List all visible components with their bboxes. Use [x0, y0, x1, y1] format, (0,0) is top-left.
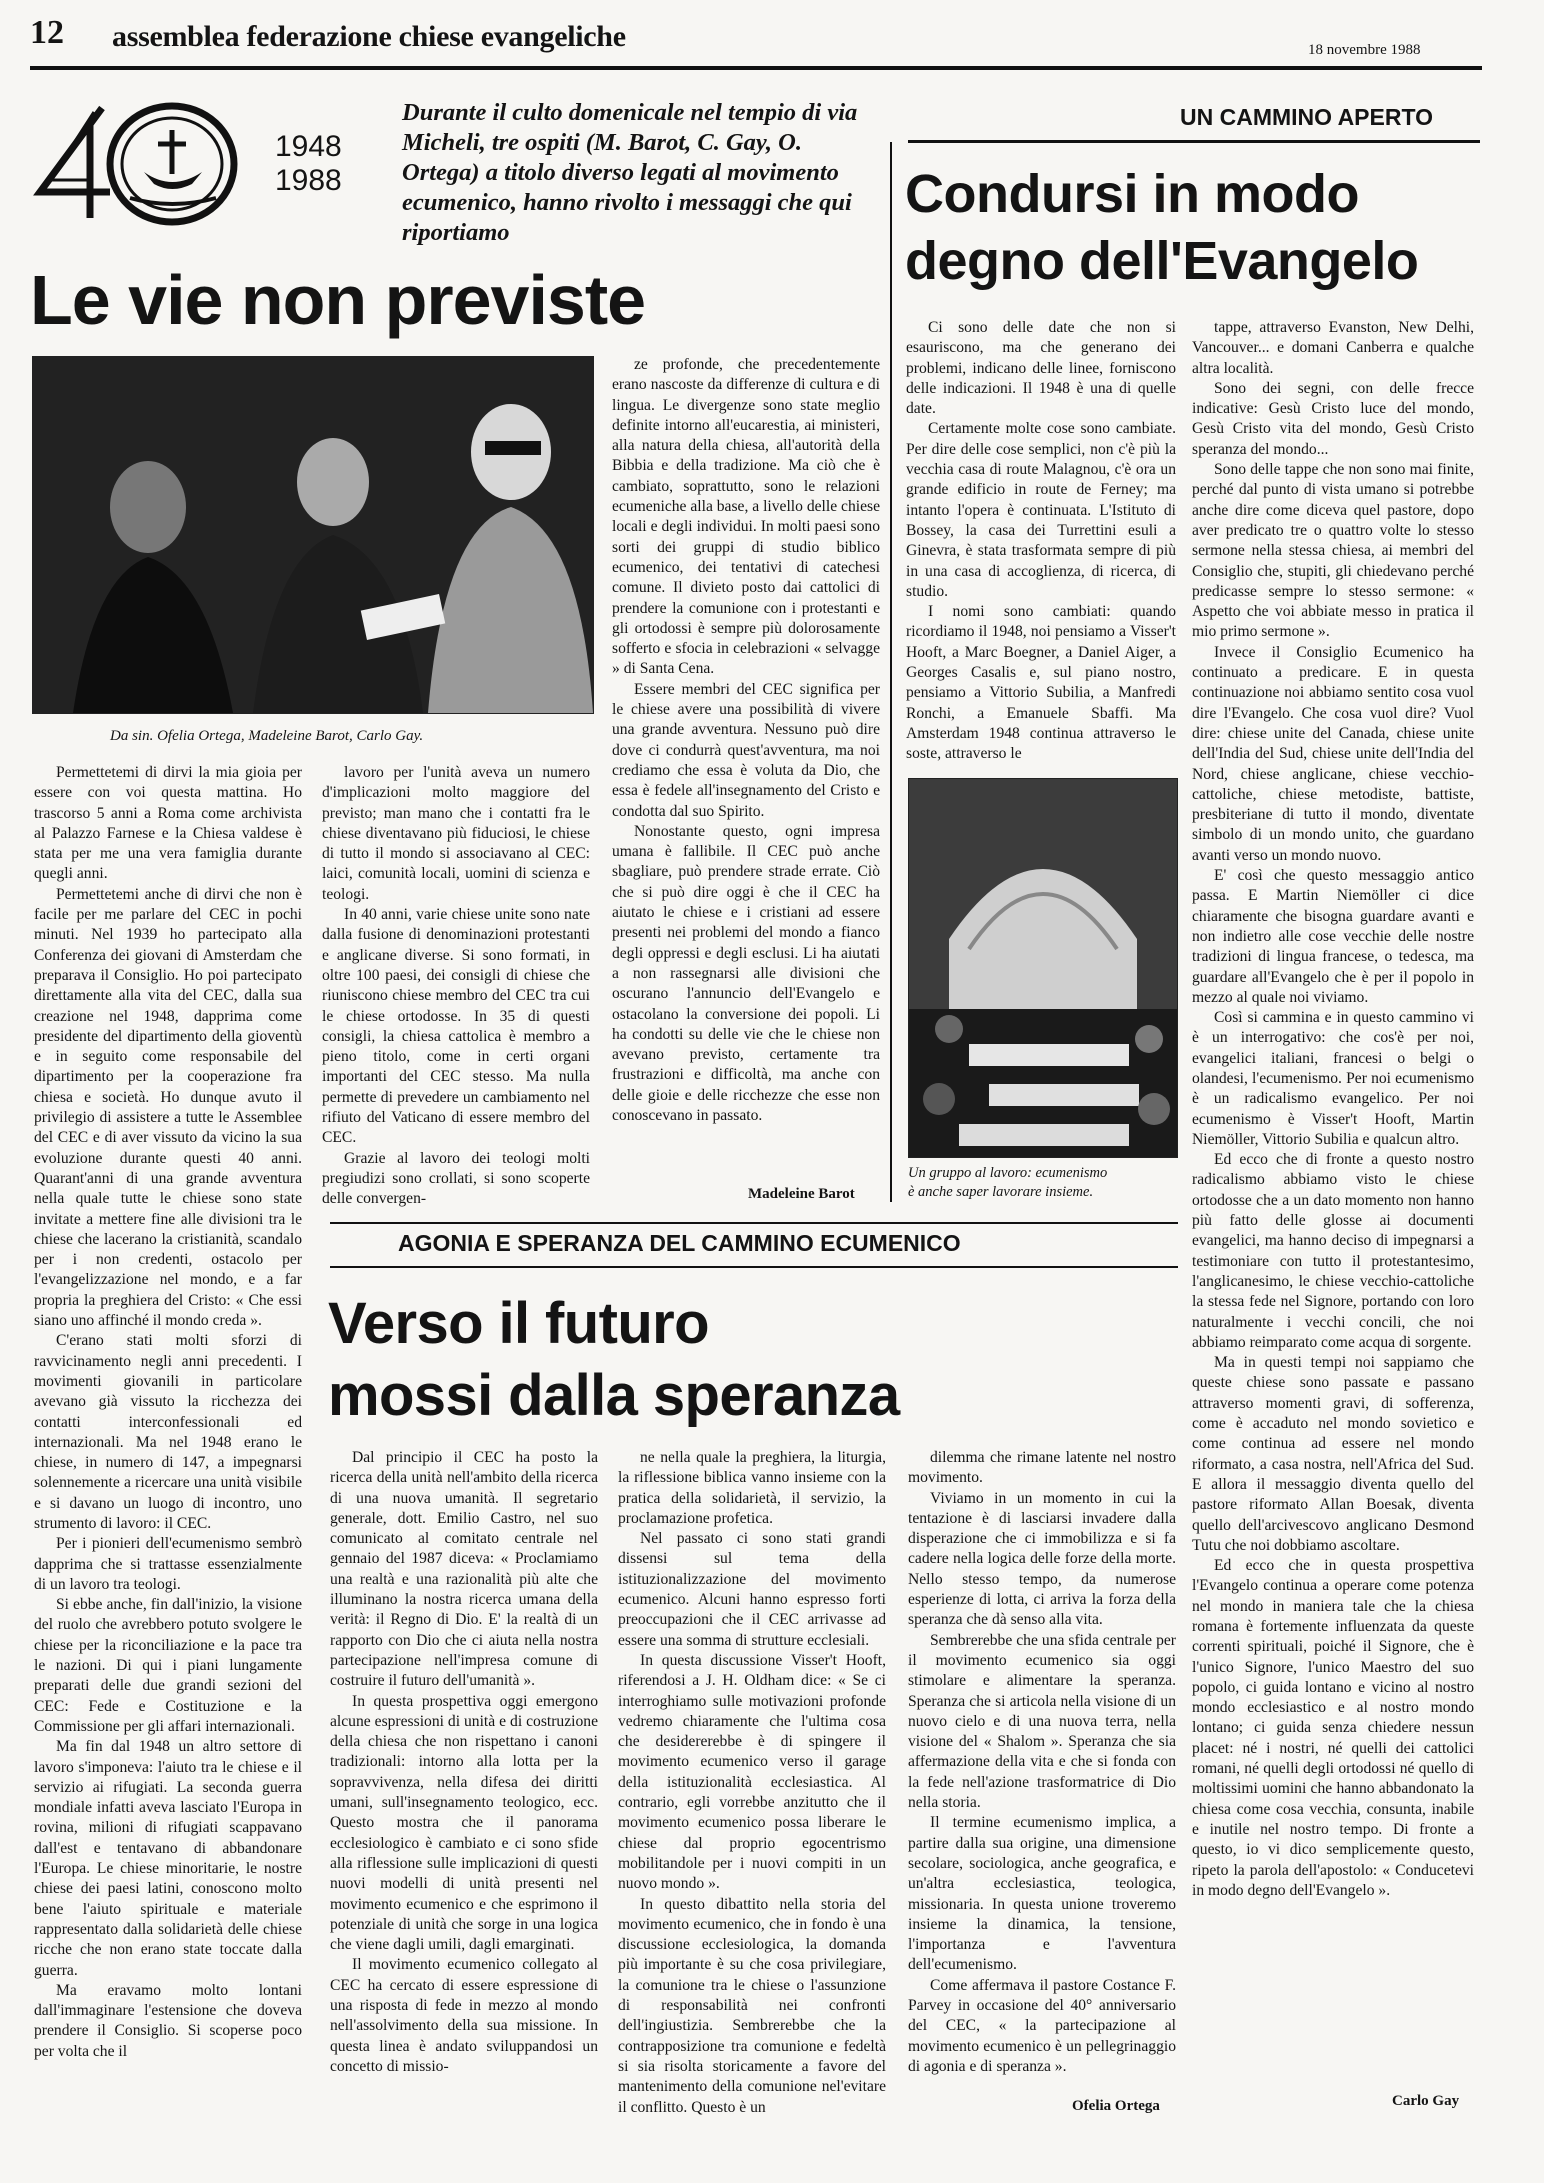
paragraph: In 40 anni, varie chiese unite sono nate dalla fusione di denominazioni protestanti e anglicane diverse. Si sono formati, in oltre 100 paesi, dei consigli di chiese che riuniscono chiese membro del CEC tra cui le chiese ortodosse. In 35 di questi consigli, la chiesa cattolica è membro a pieno titolo, come in certi organi importanti del CEC stesso. Ma nulla permette di prevedere un cambiamento nel rifiuto del Vaticano di essere membro del CEC.	[322, 906, 590, 1147]
paragraph: Nonostante questo, ogni impresa umana è fallibile. Il CEC può anche sbagliare, può prendere strade errate. Ciò che si può dire oggi è che il CEC ha aiutato le chiese e i cristiani ad essere presenti nei problemi del mondo a fianco degli oppressi e degli esclusi. Li ha aiutati a non rassegnarsi alle divisioni che oscurano l'annuncio dell'Evangelo e ostacolano la conversione dei popoli. Li ha condotti su delle vie che le chiese non avevano previsto, certamente tra frustrazioni e difficoltà, ma anche con delle gioie e delle ricchezze che esse non conoscevano in passato.	[612, 822, 880, 1124]
paragraph: C'erano stati molti sforzi di ravvicinamento negli anni precedenti. I movimenti giovanili in particolare avevano già vissuto la ricchezza dei contatti interconfessionali ed internazionali. Ma nel 1948 erano le chiese, in numero di 147, a impegnarsi solennemente a ricercare una unità visibile e si davano un luogo di incontro, uno strumento di lavoro: il CEC.	[34, 1332, 302, 1532]
paragraph: Il movimento ecumenico collegato al CEC ha cercato di essere espressione di una risposta di fede in mezzo al mondo nell'assolvimento della sua missione. In questa linea è andato sviluppandosi un concetto di missio-	[330, 1956, 598, 2075]
paragraph: Come affermava il pastore Costance F. Parvey in occasione del 40° anniversario del CEC, « la partecipazione al movimento ecumenico è un pellegrinaggio di agonia e di speranza ».	[908, 1976, 1176, 2075]
paragraph: ne nella quale la preghiera, la liturgia, la riflessione biblica vanno insieme con la pratica della solidarietà, il servizio, la proclamazione profetica.	[618, 1449, 886, 1527]
paragraph: Certamente molte cose sono cambiate. Per dire delle cose semplici, non c'è più la vecchia casa di route Malagnou, c'è ora un grande edificio in route de Ferney; ma intanto l'opera è continuata. L'Istituto di Bossey, la casa dei Turrettini esuli a Ginevra, è stata trasformata sempre di più in una casa di accoglienza, di ricerca, di studio.	[906, 420, 1176, 600]
paragraph: Ma fin dal 1948 un altro settore di lavoro s'imponeva: l'aiuto tra le chiese e il servizio ai rifugiati. La seconda guerra mondiale infatti aveva lasciato l'Europa in rovina, milioni di rifugiati scappavano dall'est e tentavano di abbandonare l'Europa. Le chiese minoritarie, le nostre chiese dei paesi latini, conoscono molto bene l'aiuto spirituale e materiale rappresentato dalla solidarietà delle chiese ricche che non erano state toccate dalla guerra.	[34, 1738, 302, 1979]
paragraph: Ma eravamo molto lontani dall'immaginare l'estensione che doveva prendere il Consiglio. Si scoperse poco per volta che il	[34, 1981, 302, 2060]
article1-title: Le vie non previste	[30, 261, 646, 339]
article1-column-3	[612, 355, 880, 1185]
paragraph: Permettetemi di dirvi la mia gioia per essere con voi questa mattina. Ho trascorso 5 anni a Roma come archivista al Palazzo Farnese e la Chiesa valdese è stata per me una vera famiglia durante quegli anni.	[34, 764, 302, 883]
paragraph: Essere membri del CEC significa per le chiese avere una possibilità di vivere una grande avventura. Nessuno può dire dove ci condurrà quest'avventura, ma noi crediamo che essa è voluta da Dio, che essa è fedele all'insegnamento del Cristo e condotta dal suo Spirito.	[612, 680, 880, 820]
paragraph: I nomi sono cambiati: quando ricordiamo il 1948, noi pensiamo a Visser't Hooft, a Marc Boegner, a Daniel Aiger, a Georges Casalis e, sul piano nostro, pensiamo a Vittorio Subilia, a Manfredi Ronchi, a Emanuele Sbaffi. Ma Amsterdam 1948 continua attraverso le soste, attraverso le	[906, 603, 1176, 763]
paragraph: Si ebbe anche, fin dall'inizio, la visione del ruolo che avrebbero potuto svolgere le chiese per la riconciliazione e la pace tra le nazioni. Di qui i piani lungamente preparati delle due grandi sezioni del CEC: Fede e Costituzione e la Commissione per gli affari internazionali.	[34, 1596, 302, 1735]
paragraph: Grazie al lavoro dei teologi molti pregiudizi sono crollati, si sono scoperte delle convergen-	[322, 1149, 590, 1208]
article2-column-2	[1192, 318, 1474, 1899]
paragraph: tappe, attraverso Evanston, New Delhi, Vancouver... e domani Canberra e qualche altra località.	[1192, 319, 1474, 377]
paragraph: Sono delle tappe che non sono mai finite, perché dal punto di vista umano si potrebbe anche dire come diceva quel pastore, dopo aver predicato tre o quattro volte lo stesso sermone nella stessa chiesa, ai membri del Consiglio che, stupiti, gli chiedevano perché predicasse sempre lo stesso sermone: « Aspetto che voi abbiate messo in pratica il mio primo sermone ».	[1192, 461, 1474, 641]
oikumene-boat-icon	[32, 100, 252, 230]
article2-column-1	[906, 318, 1176, 773]
article2-photo	[908, 778, 1178, 1158]
article2-author: Carlo Gay	[1392, 2093, 1460, 2109]
paragraph: Ed ecco che di fronte a questo nostro radicalismo abbiamo visto le chiese ortodosse che a un dato momento non hanno più fatto delle glosse ai documenti evangelici, ma hanno deciso di impegnarsi a testimoniare con tutto il protestantesimo, l'anglicanesimo, le chiese vecchio-cattoliche la stessa fede nel Signore, portando con loro naturalmente i vecchi concili, che noi abbiamo reimparato come acqua di sorgente.	[1192, 1151, 1474, 1351]
paragraph: E' così che questo messaggio antico passa. E Martin Niemöller ci dice chiaramente che bisogna guardare avanti e non indietro alle cose vecchie delle nostre tradizioni di lingua francese, o tedesca, ma guardare all'Evangelo che è per il popolo in mezzo al quale noi viviamo.	[1192, 867, 1474, 1006]
article1-column-1	[34, 763, 302, 2060]
header-rule	[30, 66, 1482, 70]
anniversary-logo	[32, 100, 252, 230]
paragraph: Ed ecco che in questa prospettiva l'Evangelo continua a operare come potenza nel mondo in maniera tale che la chiesa romana è fortemente influenzata da queste correnti spirituali, poiché il Signore, che è l'unico Signore, l'unico Maestro del suo popolo, ci guida lontano e vicino al nostro mondo ecclesiastico e al nostro mondo lontano; ci guida senza chiedere nessun placet: né i nostri, né quelli dei cattolici romani, né quelli degli ortodossi né quello di moltissimi uomini che hanno abbandonato la chiesa come cosa vecchia, consunta, inabile e inutile nel nostro tempo. Di fronte a questo, io vi dico semplicemente questo, ripeto la parola dell'apostolo: « Conducetevi in modo degno dell'Evangelo ».	[1192, 1557, 1474, 1899]
article1-photo	[32, 356, 594, 714]
article3-title-line2: mossi dalla speranza	[328, 1363, 900, 1428]
paragraph: Ma in questi tempi noi sappiamo che queste chiese sono passate e passano attraverso momenti gravi, di sofferenza, come è accaduto nel mondo sovietico e come continua ad essere nel mondo riformato, a casa nostra, nell'Africa del Sud. E allora il messaggio diventa quello del pastore riformato Allan Boesak, diventa quello dell'arcivescovo anglicano Desmond Tutu che noi dobbiamo ascoltare.	[1192, 1354, 1474, 1554]
page-number: 12	[30, 14, 64, 51]
paragraph: ze profonde, che precedentemente erano nascoste da differenze di cultura e di lingua. Le divergenze sono state meglio definite intorno all'eucarestia, ai ministeri, alla natura della chiesa, all'autorità della Bibbia e della tradizione. Ma ciò che è cambiato, soprattutto, sono le relazioni ecumeniche alla base, a livello delle chiese locali e degli individui. In molti paesi sono sorti dei gruppi di studio biblico ecumenico, dei tentativi di catechesi comune. Il divieto posto dai cattolici di prendere la comunione con i protestanti e gli ortodossi è sempre più dolorosamente sofferto e sfocia in celebrazioni « selvagge » di Santa Cena.	[612, 356, 880, 678]
paragraph: In questa prospettiva oggi emergono alcune espressioni di unità e di costruzione della chiesa che non rispettano i canoni tradizionali: intorno alla lotta per la sopravvivenza, nella difesa dei diritti umani, sull'insegnamento teologico, ecc. Questo mostra che il panorama ecclesiologico è cambiato e ci sono sfide alla riflessione sulle implicazioni di questi nuovi modelli di unità presenti nel movimento ecumenico e che esprimono il potenziale di unità che sorge in una logica che viene dagli umili, dagli emarginati.	[330, 1692, 598, 1954]
paragraph: Sembrerebbe che una sfida centrale per il movimento ecumenico sia oggi stimolare e alimentare la speranza. Speranza che si articola nella visione di un nuovo cielo e di una nuova terra, nella visione del « Shalom ». Speranza che sia affermazione della vita e che si fonda con la fede nell'azione trasformatrice di Dio nella storia.	[908, 1631, 1176, 1812]
logo-year-end: 1988	[275, 164, 342, 197]
paragraph: Nel passato ci sono stati grandi dissensi sul tema della istituzionalizzazione del movimento ecumenico. Alcuni hanno espresso forti preoccupazioni che il CEC arrivasse ad essere una somma di strutture ecclesiali.	[618, 1530, 886, 1649]
paragraph: Sono dei segni, con delle frecce indicative: Gesù Cristo luce del mondo, Gesù Cristo vita del mondo, Gesù Cristo speranza del mondo...	[1192, 379, 1474, 458]
article1-photo-caption: Da sin. Ofelia Ortega, Madeleine Barot, Carlo Gay.	[110, 728, 424, 744]
article3-column-1	[330, 1448, 598, 2138]
paragraph: Invece il Consiglio Ecumenico ha continuato a predicare. E in questa continuazione noi abbiamo sentito cosa vuol dire l'Evangelo. Che cosa vuol dire? Vuol dire: chiese unite del Canada, chiese unite dell'India del Sud, chiese unite dell'India del Nord, chiese anglicane, chiese vecchio-cattoliche, chiese metodiste, battiste, presbiteriane di tutto il mondo, diventate simbolo di un mondo unito, che guardano avanti verso un mondo nuovo.	[1192, 643, 1474, 864]
article3-kicker-rule	[330, 1266, 1178, 1268]
article3-title-line1: Verso il futuro	[328, 1291, 709, 1356]
paragraph: In questa discussione Visser't Hooft, riferendosi a J. H. Oldham dice: « Se ci interroghiamo sulle motivazioni profonde vedremo chiaramente che l'ultima cosa che desidererebbe è di spingere il movimento ecumenico verso il garage della istituzionalità ecclesiastica. Al contrario, egli vorrebbe anzitutto che il movimento ecumenico possa liberare le chiese dal proprio egocentrismo mobilitandole per i nuovi compiti in un nuovo mondo ».	[618, 1651, 886, 1893]
section-header: assemblea federazione chiese evangeliche	[112, 20, 626, 53]
article2-kicker: UN CAMMINO APERTO	[1180, 104, 1433, 130]
paragraph: dilemma che rimane latente nel nostro movimento.	[908, 1449, 1176, 1487]
article3-column-3	[908, 1448, 1176, 2088]
paragraph: lavoro per l'unità aveva un numero d'implicazioni molto maggiore del previsto; man mano che i contatti fra le chiese diventavano più fiduciosi, le chiese di tutto il mondo si associavano al CEC: laici, comunità locali, uomini di scienza e teologi.	[322, 764, 590, 903]
article3-column-2	[618, 1448, 886, 2138]
paragraph: Permettetemi anche di dirvi che non è facile per me parlare del CEC in pochi minuti. Nel 1939 ho partecipato alla Conferenza dei giovani di Amsterdam che preparava il Consiglio. Ho poi partecipato direttamente alla vita del CEC, dalla sua creazione nel 1948, dapprima come presidente del dipartimento della gioventù e in seguito come responsabile del dipartimento per la cooperazione fra chiesa e società. Ho dunque avuto il privilegio di assistere a tutte le Assemblee del CEC e di aver vissuto da vicino la sua evoluzione durante questi 40 anni. Quarant'anni di una grande avventura nella quale tutte le chiese sono state invitate a mettere fine alle divisioni tra le chiese che lacerano la cristianità, scandalo per i non credenti, ostacolo per l'evangelizzazione nel mondo, e a far propria la preghiera del Cristo: « Che essi siano uno affinché il mondo creda ».	[34, 885, 302, 1330]
paragraph: In questo dibattito nella storia del movimento ecumenico, che in fondo è una discussione ecclesiologica, la domanda più importante è su che cosa privilegiare, la comunione tra le chiese o l'assunzione di responsabilità nei confronti dell'ingiustizia. Sembrerebbe che la contrapposizione tra comunione e fedeltà si sia risolta storicamente a favore del mantenimento della comunione nel'evitare il conflitto. Questo è un	[618, 1895, 886, 2116]
paragraph: Così si cammina e in questo cammino vi è un interrogativo: che cos'è per noi, evangelici italiani, francesi o belgi o olandesi, l'ecumenismo. Per noi ecumenismo è un radicalismo evangelico. Per noi ecumenismo è Visser't Hooft, Martin Niemöller, Vittorio Subilia e qualcun altro.	[1192, 1009, 1474, 1148]
article1-column-2	[322, 763, 590, 1208]
article3-kicker: AGONIA E SPERANZA DEL CAMMINO ECUMENICO	[398, 1230, 961, 1256]
article3-author: Ofelia Ortega	[1072, 2098, 1160, 2114]
paragraph: Per i pionieri dell'ecumenismo sembrò dapprima che si trattasse essenzialmente di un lavoro tra teologi.	[34, 1535, 302, 1593]
kicker-rule	[908, 140, 1480, 143]
paragraph: Ci sono delle date che non si esauriscono, ma che generano dei problemi, indicano delle linee, forniscono delle indicazioni. Il 1948 è una di quelle date.	[906, 319, 1176, 418]
article2-photo-caption-line1: Un gruppo al lavoro: ecumenismo	[908, 1165, 1108, 1181]
article2-photo-caption-line2: è anche saper lavorare insieme.	[908, 1184, 1094, 1200]
paragraph: Dal principio il CEC ha posto la ricerca della unità nell'ambito della ricerca di una nuova umanità. Il segretario generale, dott. Emilio Castro, nel suo comunicato al comitato centrale nel gennaio del 1987 diceva: « Proclamiamo una realtà e una razionalità più alte che illuminano la nostra ricerca umana della verità: il Regno di Dio. E' la realtà di un rapporto con Dio che ci aiuta nella nostra partecipazione nell'impresa comune di costruire il futuro dell'umanità ».	[330, 1449, 598, 1690]
article1-author: Madeleine Barot	[748, 1186, 855, 1202]
article3-top-rule	[330, 1222, 1178, 1224]
article2-title-line1: Condursi in modo	[905, 164, 1359, 224]
intro-text: Durante il culto domenicale nel tempio di via Micheli, tre ospiti (M. Barot, C. Gay, O. Ortega) a titolo diverso legati al movimento ecumenico, hanno rivolto i messaggi che qui riportiamo	[402, 99, 858, 246]
paragraph: Viviamo in un momento in cui la tentazione è di lasciarsi invadere dalla disperazione che ci immobilizza e si fa cadere nella logica delle forze della morte. Nello stesso tempo, da numerose esperienze di lotta, ci arriva la forza della speranza che dà senso alla vita.	[908, 1489, 1176, 1629]
paragraph: Il termine ecumenismo implica, a partire dalla sua origine, una dimensione secolare, sociologica, anche geografica, e un'altra ecclesiastica, teologica, missionaria. In questa unione troveremo insieme la dinamica, la tensione, l'importanza e l'avventura dell'ecumenismo.	[908, 1814, 1176, 1974]
article2-title-line2: degno dell'Evangelo	[905, 231, 1419, 291]
issue-date: 18 novembre 1988	[1308, 42, 1421, 58]
column-divider	[890, 142, 892, 1202]
logo-year-start: 1948	[275, 130, 342, 163]
